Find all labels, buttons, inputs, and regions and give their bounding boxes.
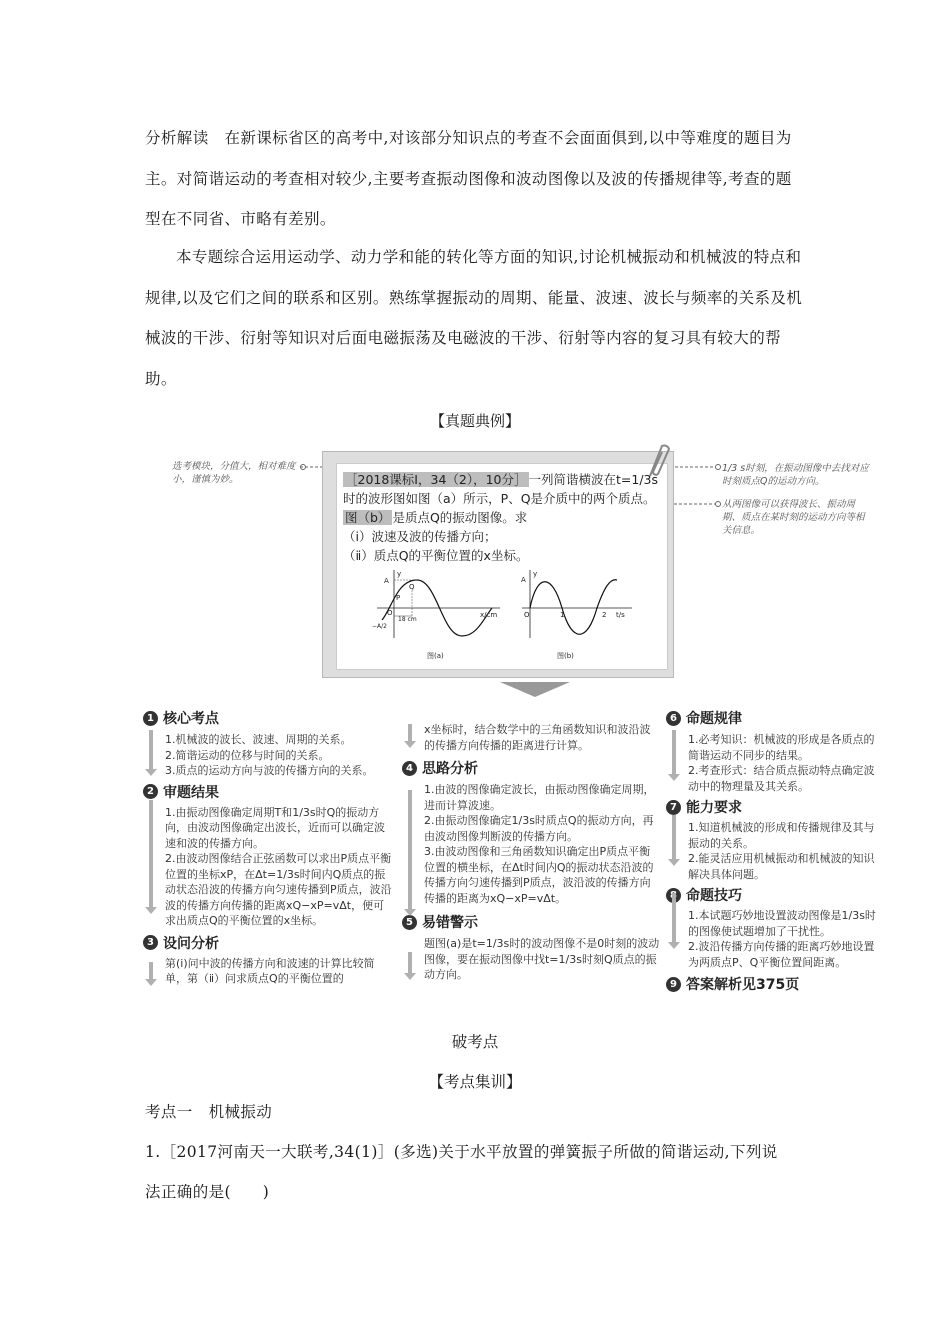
down-arrow-icon: [500, 682, 570, 698]
section-1-title: [143, 708, 393, 728]
problem-line-3: [343, 508, 527, 526]
problem-line-1: [343, 470, 658, 488]
question-1-line-2: 法正确的是( ): [145, 1183, 270, 1201]
graph-b: [512, 568, 637, 663]
number-3-icon: 3: [143, 935, 158, 950]
intro-paragraph-2: 本专题综合运用运动学、动力学和能的转化等方面的知识,讨论机械振动和机械波的特点和规律,以及它们之间的联系和区别。熟练掌握振动的周期、能量、波速、波长与频率的关系及机械波的干涉、衍射等知识对后面电磁振荡及电磁波的干涉、衍射等内容的复习具有较大的帮助。: [145, 248, 803, 388]
section-3-title-text: 设问分析: [163, 935, 219, 952]
section-7-title-text: 能力要求: [686, 800, 742, 816]
section-8-title-text: 命题技巧: [686, 888, 742, 904]
section-6-item-2: 2.考查形式：结合质点振动特点确定波动中的物理量及其关系。: [688, 764, 875, 793]
column-3-arrow-c: [672, 893, 676, 943]
column-2: [402, 722, 660, 983]
section-heading-kao-dian-ji-xun: 【考点集训】: [428, 1073, 522, 1091]
section-8-item-2: 2.波沿传播方向传播的距离巧妙地设置为两质点P、Q平衡位置间距离。: [688, 940, 875, 969]
section-7-item-1: 1.知道机械波的形成和传播规律及其与振动的关系。: [688, 821, 875, 850]
column-1-arrow-a: [149, 730, 153, 770]
column-3-arrow-b: [672, 815, 676, 860]
section-heading-po-kao-dian: 破考点: [451, 1033, 499, 1051]
section-3-continued: x坐标时，结合数学中的三角函数知识和波沿波的传播方向传播的距离进行计算。: [424, 723, 651, 752]
problem-figure-b-ref: 图（b）: [345, 510, 391, 525]
number-4-icon: 4: [402, 761, 417, 776]
number-9-icon: 9: [666, 977, 681, 992]
section-8-item-1: 1.本试题巧妙地设置波动图像是1/3s时的图像使试题增加了干扰性。: [688, 909, 876, 938]
problem-question-1: （ⅰ）波速及波的传播方向；: [343, 529, 497, 544]
annotation-left: 选考模块，分值大，相对难度小，谨慎为妙。: [172, 461, 296, 485]
section-1-title-text: 核心考点: [163, 711, 219, 727]
section-3-item-1: 第(ⅰ)问中波的传播方向和波速的计算比较简单，第（ⅱ）问求质点Q的平衡位置的: [165, 956, 375, 985]
section-4-title-text: 思路分析: [422, 761, 478, 777]
section-5-title-text: 易错警示: [422, 915, 478, 931]
graph-a-point-p: P: [396, 594, 401, 602]
graph-b-amplitude: A: [521, 576, 526, 584]
example-heading: 【真题典例】: [429, 412, 520, 430]
problem-line-1-rest: 一列简谐横波在t=1/3s: [528, 472, 659, 487]
annotation-right-2: 从两图像可以获得波长、振动周期、质点在某时刻的运动方向等相关信息。: [722, 499, 865, 536]
section-1-item-2: 2.简谐运动的位移与时间的关系。: [165, 748, 330, 762]
topic-heading: 考点一 机械振动: [145, 1103, 273, 1121]
section-2-title-text: 审题结果: [163, 784, 219, 801]
annotation-right-1: 1/3 s时刻，在振动图像中去找对应时刻质点Q的运动方向。: [722, 463, 869, 487]
section-5-title: [402, 912, 660, 932]
problem-line-3-rest: 是质点Q的振动图像。求: [392, 510, 528, 525]
column-2-arrow-c: [408, 952, 412, 974]
section-1-item-1: 1.机械波的波长、波速、周期的关系。: [165, 733, 352, 746]
number-6-icon: 6: [666, 711, 681, 726]
column-3: [666, 708, 876, 994]
graph-b-t1: 1: [560, 611, 565, 619]
section-2-item-2: 2.由波动图像结合正弦函数可以求出P质点平衡位置的坐标xP，在Δt=1/3s时间内Q质点的振动状态沿波的传播方向匀速传播到P质点，波沿波的传播方向传播的距离xQ−xP=vΔt，便可求出质点Q的平衡位置的x坐标。: [165, 852, 392, 927]
problem-source: ［2018课标Ⅰ，34（2），10分］: [345, 472, 527, 487]
section-7-item-2: 2.能灵活应用机械振动和机械波的知识解决具体问题。: [688, 852, 875, 881]
graph-b-y-label: y: [533, 570, 538, 578]
graph-b-t-label: t/s: [616, 611, 625, 619]
column-3-arrow-a: [672, 730, 676, 775]
section-9-title: [666, 974, 876, 994]
section-4-item-3: 3.由波动图像和三角函数知识确定出P质点平衡位置的横坐标，在Δt时间内Q的振动状态沿波的传播方向匀速传播到P质点，波沿波的传播方向传播的距离为xQ−xP=vΔt。: [424, 845, 654, 905]
graph-b-origin: O: [524, 611, 530, 619]
number-7-icon: 7: [666, 800, 681, 815]
number-1-icon: 1: [143, 711, 158, 726]
number-2-icon: 2: [143, 784, 158, 799]
graph-a: [372, 568, 507, 663]
section-4-title: [402, 758, 660, 778]
section-5-item-1: 题图(a)是t=1/3s时的波动图像不是0时刻的波动图像，要在振动图像中找t=1/3s时刻Q质点的振动方向。: [424, 937, 660, 981]
section-2-item-1: 1.由振动图像确定周期T和1/3s时Q的振动方向，由波动图像确定出波长，近而可以确定波速和波的传播方向。: [165, 805, 385, 850]
section-6-item-1: 1.必考知识：机械波的形成是各质点的简谐运动不同步的结果。: [688, 733, 875, 762]
column-2-arrow-b: [408, 790, 412, 910]
section-3-title: [143, 933, 393, 953]
graph-a-origin: O: [387, 609, 393, 617]
question-1-line-1: 1.［2017河南天一大联考,34(1)］(多选)关于水平放置的弹簧振子所做的简谐运动,下列说: [145, 1143, 778, 1161]
graph-a-caption: 图(a): [427, 652, 444, 660]
section-2-title: [143, 782, 393, 802]
graph-a-point-q: Q: [409, 583, 415, 591]
intro-paragraph-1: 分析解读 在新课标省区的高考中,对该部分知识点的考查不会面面俱到,以中等难度的题目为主。对简谐运动的考查相对较少,主要考查振动图像和波动图像以及波的传播规律等,考查的题型在不同省、市略有差别。: [145, 129, 792, 228]
section-4-item-2: 2.由振动图像确定1/3s时质点Q的振动方向，再由波动图像判断波的传播方向。: [424, 814, 654, 843]
section-4-item-1: 1.由波的图像确定波长，由振动图像确定周期，进而计算波速。: [424, 783, 655, 812]
graph-a-dist: 18 cm: [398, 616, 417, 623]
section-7-title: [666, 797, 876, 817]
column-1-arrow-b: [149, 800, 153, 908]
column-2-arrow-a: [408, 724, 412, 742]
section-9-title-text: 答案解析见375页: [686, 977, 800, 993]
section-6-title-text: 命题规律: [686, 711, 742, 727]
graph-a-neg-a2: −A/2: [372, 623, 387, 630]
section-6-title: [666, 708, 876, 728]
graph-a-x-label: x/cm: [480, 611, 498, 619]
section-8-title: [666, 885, 876, 905]
column-1: [143, 708, 393, 987]
number-5-icon: 5: [402, 915, 417, 930]
graph-b-caption: 图(b): [557, 652, 574, 660]
problem-question-2: （ⅱ）质点Q的平衡位置的x坐标。: [343, 548, 529, 563]
graph-a-amplitude: A: [384, 577, 389, 585]
column-1-arrow-c: [149, 962, 153, 980]
graph-a-y-label: y: [397, 570, 402, 578]
section-1-item-3: 3.质点的运动方向与波的传播方向的关系。: [165, 764, 374, 777]
problem-line-2: 时的波形图如图（a）所示，P、Q是介质中的两个质点。: [343, 491, 656, 506]
graph-b-t2: 2: [602, 611, 607, 619]
